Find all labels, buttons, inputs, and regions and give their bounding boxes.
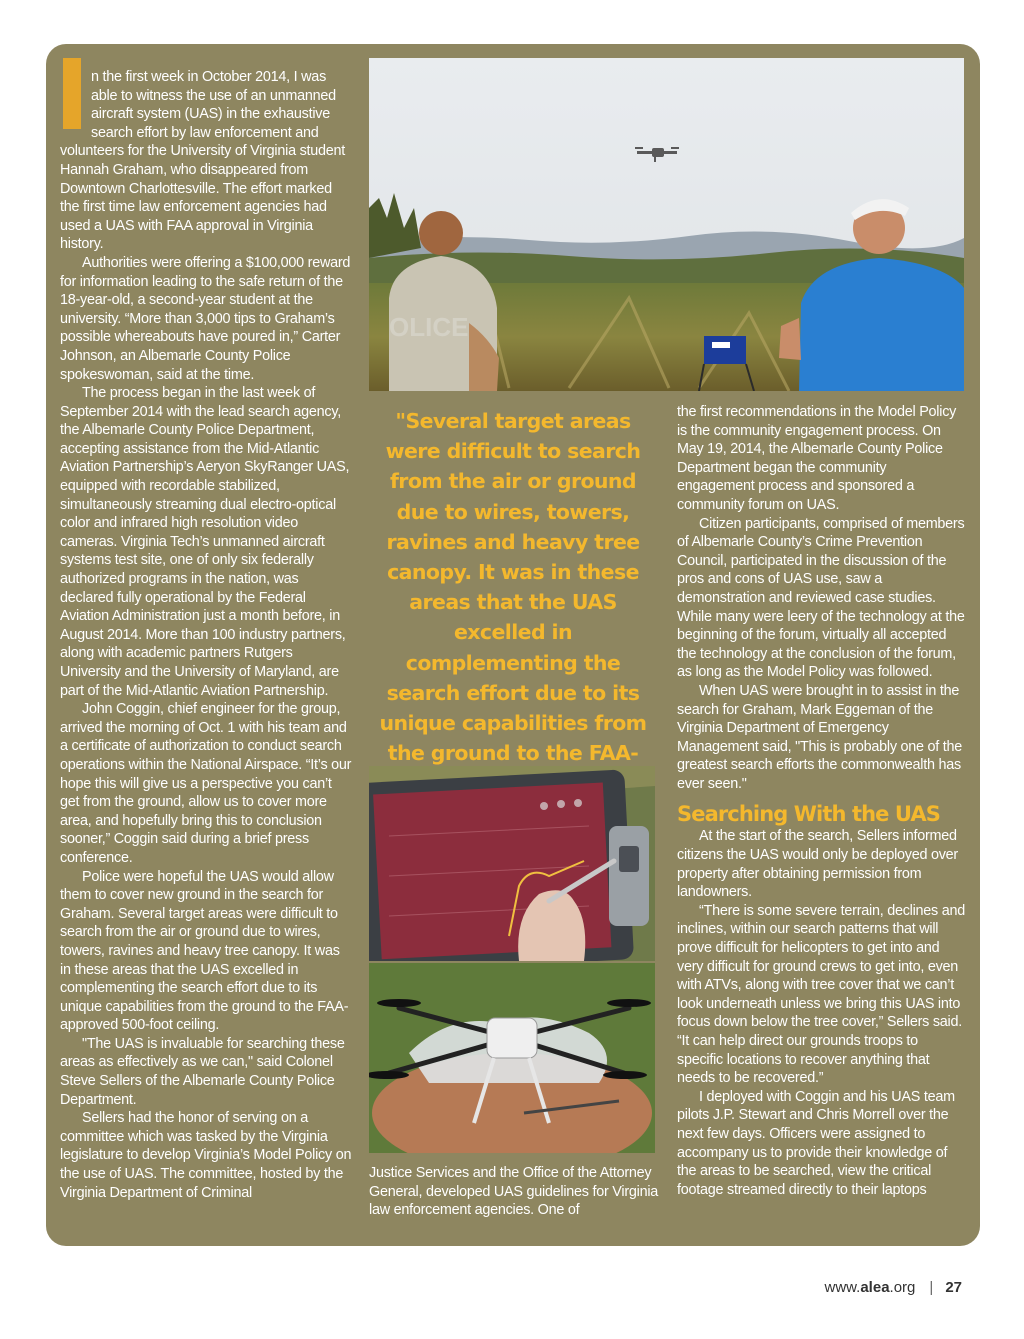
- article-paragraph: When UAS were brought in to assist in the search for Graham, Mark Eggeman of the Virginia Department of Emergency Management said, "This is probably one of the greatest search efforts the commonwealth has ever seen.": [677, 682, 963, 792]
- article-paragraph: "The UAS is invaluable for searching these areas as effectively as we can," said Colonel Steve Sellers of the Albemarle County Police Department.: [60, 1035, 345, 1108]
- section-heading: Searching With the UAS: [677, 802, 940, 827]
- article-paragraph: Sellers had the honor of serving on a committee which was tasked by the Virginia legislature to develop Virginia’s Model Policy on the use of UAS. The committee, hosted by the Virginia Department of Criminal: [60, 1110, 352, 1201]
- article-paragraph: “There is some severe terrain, declines and inclines, within our search patterns that will prove difficult for helicopters to get into and very difficult for ground crews to get into, even with ATVs, along with tree cover that we can’t look underneath unless we bring this UAS into focus down below the tree cover,” Sellers said. “It can help direct our grounds troops to specific locations to recover anything that needs to be recovered.”: [677, 902, 965, 1087]
- footer-url[interactable]: [825, 1279, 916, 1296]
- page-footer: [825, 1279, 963, 1296]
- article-column-2: [369, 1164, 661, 1220]
- article-paragraph: Authorities were offering a $100,000 reward for information leading to the safe return of the 18-year-old, a second-year student at the university. “More than 3,000 tips to Graham’s possible whereabouts have poured in,” Carter Johnson, an Albemarle County Police spokeswoman, said at the time.: [60, 254, 351, 383]
- article-paragraph: the first recommendations in the Model Policy is the community engagement process. On May 19, 2014, the Albemarle County Police Department began the community engagement process and sponsored a community forum on UAS.: [677, 404, 957, 513]
- footer-url-prefix: www.: [824, 1279, 861, 1296]
- footer-separator: |: [929, 1279, 934, 1296]
- paragraph-text: n the first week in October 2014, I was able to witness the use of an unmanned aircraft system (UAS) in the exhaustive search effort by law enforcement and volunteers for the University of Virginia student Hannah Graham, who disappeared from Downtown Charlottesville. The effort marked the first time law enforcement agencies had used a UAS with FAA approval in Virginia history.: [60, 69, 346, 253]
- article-paragraph: Police were hopeful the UAS would allow them to cover new ground in the search for Graham. Several target areas were difficult to search from the air or ground due to wires, towers, ravines and heavy tree canopy. It was in these areas that the UAS excelled in complementing the search effort due to its unique capabilities from the ground to the FAA-approved 500-foot ceiling.: [60, 868, 349, 1034]
- article-paragraph: Citizen participants, comprised of members of Albemarle County’s Crime Prevention Council, participated in the discussion of the pros and cons of UAS use, saw a demonstration and reviewed case studies. While many were leery of the technology at the beginning of the forum, virtually all accepted the technology at the conclusion of the forum, as long as the Model Policy was followed.: [677, 515, 965, 681]
- drop-cap-bar: [63, 58, 81, 129]
- article-column-1: [60, 68, 352, 1202]
- article-paragraph: At the start of the search, Sellers informed citizens the UAS would only be deployed over property after obtaining permission from landowners.: [677, 828, 958, 901]
- article-paragraph: Justice Services and the Office of the Attorney General, developed UAS guidelines for Virginia law enforcement agencies. One of: [369, 1165, 659, 1219]
- pull-quote: "Several target areas were difficult to search from the air or ground due to wires, towers, ravines and heavy tree canopy. It was in these areas that the UAS excelled in complementing the search effort due to its unique capabilities from the ground to the FAA-: [379, 409, 647, 766]
- footer-url-suffix: .org: [889, 1279, 916, 1296]
- page-number: 27: [945, 1279, 962, 1296]
- article-paragraph: I deployed with Coggin and his UAS team pilots J.P. Stewart and Chris Morrell over the next few days. Officers were assigned to accompany us to provide their knowledge of the areas to be searched, view the critical footage streamed directly to their laptops: [677, 1088, 955, 1198]
- field-operators-photo: [369, 58, 964, 391]
- article-paragraph: The process began in the last week of September 2014 with the lead search agency, the Albemarle County Police Department, accepting assistance from the Mid-Atlantic Aviation Partnership’s Aeryon SkyRanger UAS, equipped with recordable stabilized, simultaneously streaming dual electro-optical color and infrared high resolution video cameras. Virginia Tech’s unmanned aircraft systems test site, one of only six federally authorized programs in the nation, was declared fully operational by the Federal Aviation Administration just a month before, in August 2014. More than 100 industry partners, along with academic partners Rutgers University and the University of Maryland, are part of the Mid-Atlantic Aviation Partnership.: [60, 385, 350, 699]
- article-paragraph: John Coggin, chief engineer for the group, arrived the morning of Oct. 1 with his team and a certificate of authorization to conduct search operations within the National Airspace. “It’s our hope this will give us a perspective you can’t get from the ground, allow us to cover more area, and hopefully bring this to conclusion sooner,” Coggin said during a brief press conference.: [60, 701, 352, 866]
- photo-police-text: OLICE: [389, 312, 469, 342]
- article-column-3: [677, 403, 965, 1199]
- footer-url-domain: alea: [860, 1279, 890, 1296]
- drone-on-ground-photo: [369, 963, 655, 1153]
- article-paragraph-1: [60, 68, 352, 254]
- tablet-control-photo: [369, 766, 655, 961]
